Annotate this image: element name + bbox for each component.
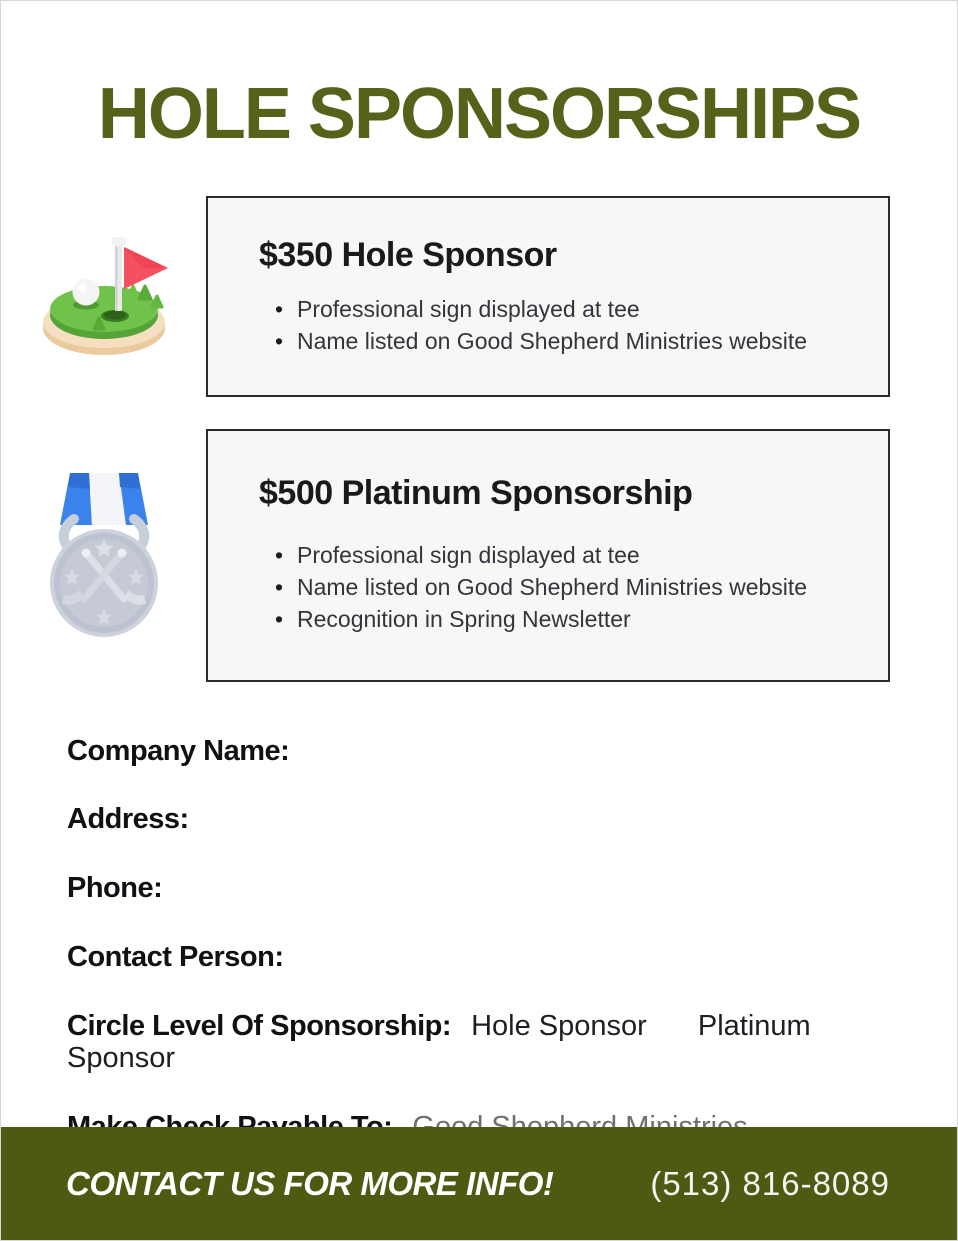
company-name-label: Company Name:	[67, 734, 290, 767]
golf-medal-icon	[1, 469, 206, 641]
contact-person-line	[67, 942, 891, 974]
hole-sponsor-card	[206, 196, 890, 397]
tier-row-hole-sponsor	[1, 196, 890, 397]
circle-level-label: Circle Level Of Sponsorship:	[67, 1010, 452, 1043]
golf-hole-icon	[1, 235, 206, 357]
benefit-item: • Name listed on Good Shepherd Ministries website	[259, 571, 838, 603]
footer-cta: CONTACT US FOR MORE INFO!	[66, 1164, 554, 1202]
address-line	[67, 804, 891, 836]
option-hole-sponsor: Hole Sponsor	[471, 1010, 647, 1043]
platinum-sponsorship-benefits	[259, 539, 838, 635]
phone-line	[67, 873, 891, 905]
benefit-item: • Recognition in Spring Newsletter	[259, 603, 838, 635]
page-title: HOLE SPONSORSHIPS	[97, 74, 861, 154]
circle-level-line	[67, 1011, 891, 1075]
footer-phone: (513) 816-8089	[650, 1164, 890, 1202]
option-platinum-sponsor: Platinum Sponsor	[67, 1010, 811, 1075]
benefit-item: • Professional sign displayed at tee	[259, 293, 838, 325]
sponsorship-form	[67, 736, 891, 1144]
phone-label: Phone:	[67, 872, 163, 905]
footer-bar	[1, 1127, 957, 1240]
contact-person-label: Contact Person:	[67, 941, 284, 974]
address-label: Address:	[67, 803, 189, 836]
hole-sponsor-heading: $350 Hole Sponsor	[259, 235, 557, 274]
benefit-item: • Name listed on Good Shepherd Ministries website	[259, 325, 838, 357]
hole-sponsor-benefits	[259, 293, 838, 357]
tier-row-platinum-sponsorship	[1, 429, 890, 682]
company-name-line	[67, 736, 891, 768]
benefit-item: • Professional sign displayed at tee	[259, 539, 838, 571]
platinum-sponsorship-heading: $500 Platinum Sponsorship	[259, 473, 693, 512]
platinum-sponsorship-card	[206, 429, 890, 682]
